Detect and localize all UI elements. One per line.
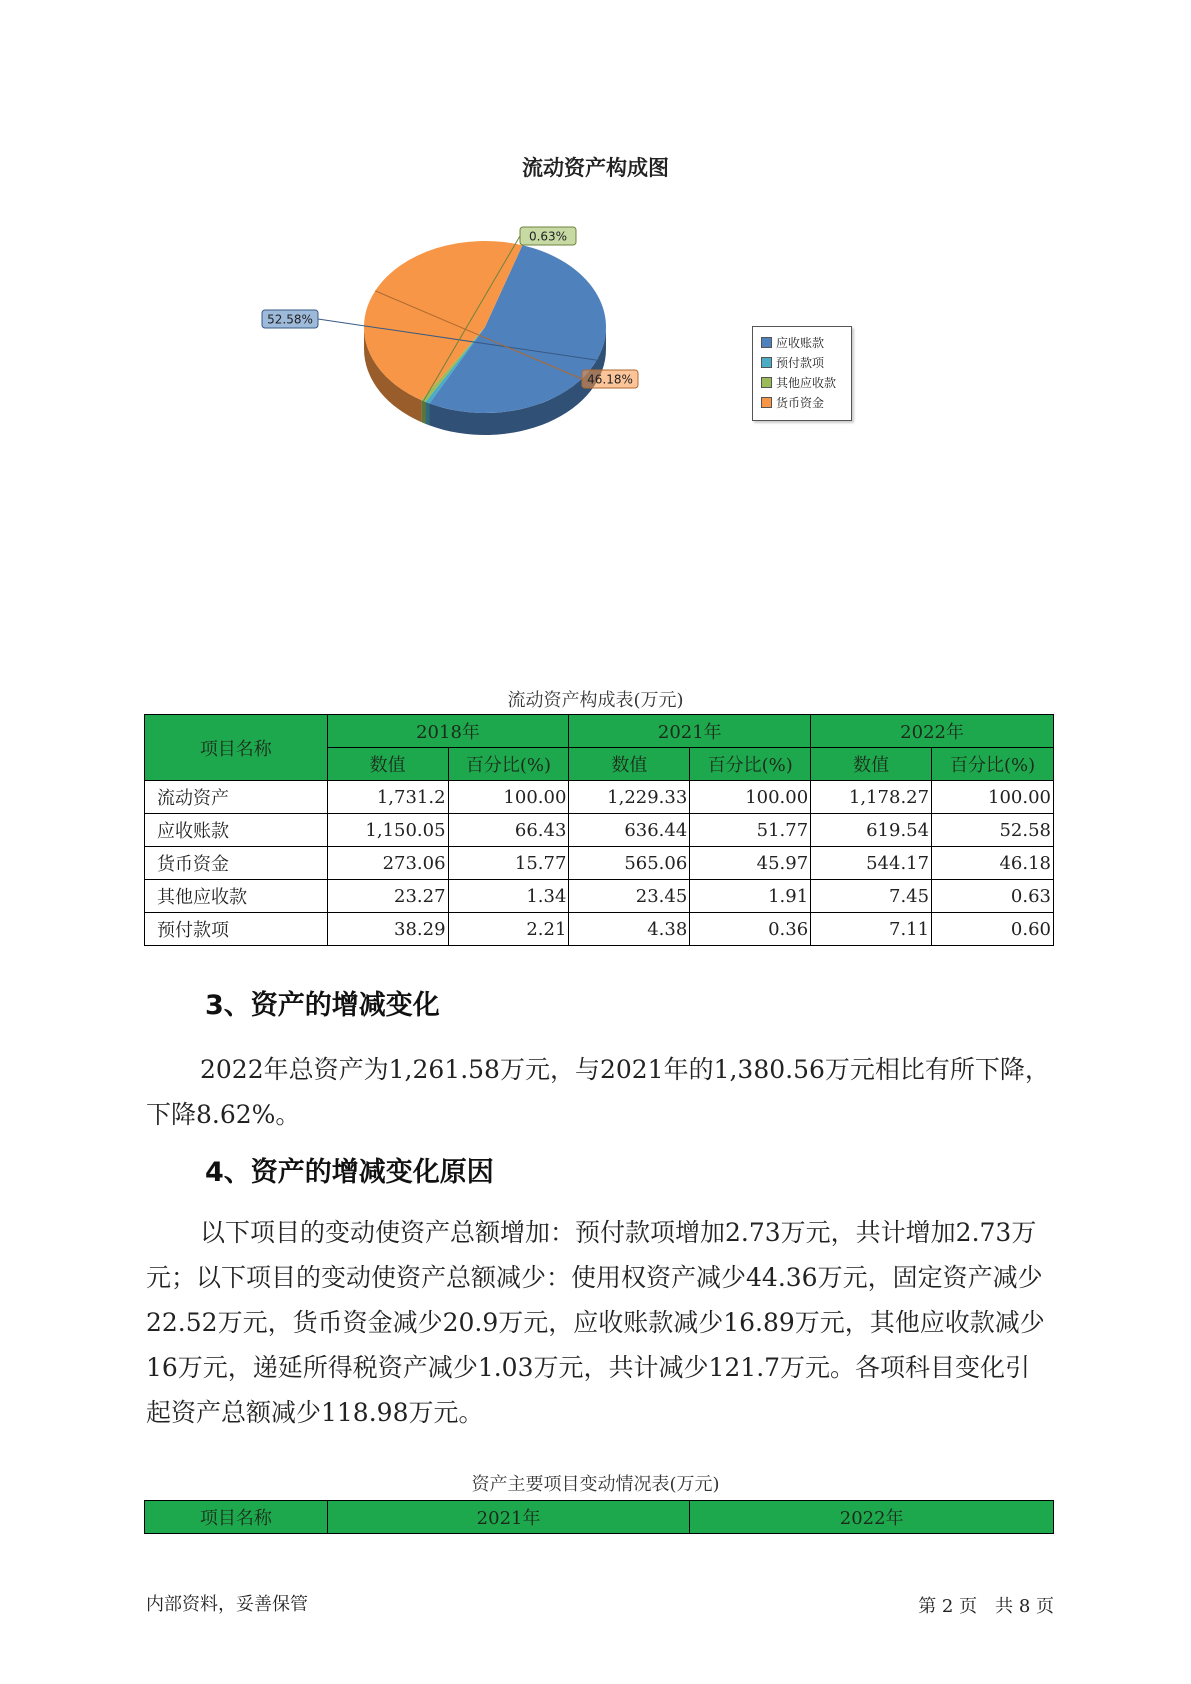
legend-item xyxy=(753,373,851,392)
table-row xyxy=(145,847,1054,880)
cell-value: 1,731.2 xyxy=(327,781,448,814)
header-percent: 百分比(%) xyxy=(448,748,569,781)
header-value: 数值 xyxy=(811,748,932,781)
cell-value: 1,229.33 xyxy=(569,781,690,814)
header-year: 2022年 xyxy=(811,715,1054,748)
cell-percent: 1.91 xyxy=(690,880,811,913)
header-year: 2022年 xyxy=(690,1501,1054,1534)
section4-paragraph: 以下项目的变动使资产总额增加：预付款项增加2.73万元，共计增加2.73万元；以下项目的变动使资产总额减少：使用权资产减少44.36万元，固定资产减少22.52万元，货币资金减少20.9万元，应收账款减少16.89万元，其他应收款减少16万元，递延所得税资产减少1.03万元，共计减少121.7万元。各项科目变化引起资产总额减少118.98万元。 xyxy=(146,1218,1045,1427)
legend-label: 预付款项 xyxy=(776,356,825,370)
table2-caption: 资产主要项目变动情况表(万元) xyxy=(471,1474,720,1495)
cell-percent: 100.00 xyxy=(448,781,569,814)
cell-value: 38.29 xyxy=(327,913,448,946)
legend-swatch xyxy=(761,337,772,348)
cell-percent: 0.36 xyxy=(690,913,811,946)
cell-value: 23.27 xyxy=(327,880,448,913)
row-name: 预付款项 xyxy=(145,913,328,946)
header-item-name: 项目名称 xyxy=(145,1501,328,1534)
legend-label: 其他应收款 xyxy=(776,376,837,390)
header-year: 2021年 xyxy=(569,715,811,748)
row-name: 货币资金 xyxy=(145,847,328,880)
asset-changes-table xyxy=(144,1500,1054,1534)
cell-value: 4.38 xyxy=(569,913,690,946)
chart-legend xyxy=(752,326,852,421)
legend-item xyxy=(753,353,851,372)
cell-value: 1,150.05 xyxy=(327,814,448,847)
footer-page-number: 第 2 页 共 8 页 xyxy=(918,1596,1054,1617)
header-value: 数值 xyxy=(569,748,690,781)
cell-value: 1,178.27 xyxy=(811,781,932,814)
legend-swatch xyxy=(761,357,772,368)
cell-percent: 0.60 xyxy=(932,913,1054,946)
cell-value: 619.54 xyxy=(811,814,932,847)
row-name: 流动资产 xyxy=(145,781,328,814)
chart-title: 流动资产构成图 xyxy=(522,156,669,180)
cell-value: 7.11 xyxy=(811,913,932,946)
cell-percent: 66.43 xyxy=(448,814,569,847)
header-percent: 百分比(%) xyxy=(690,748,811,781)
pie-chart xyxy=(0,0,1191,560)
cell-value: 544.17 xyxy=(811,847,932,880)
pie-slice-side xyxy=(425,402,429,426)
table-row xyxy=(145,880,1054,913)
pie-data-label: 0.63% xyxy=(528,229,568,244)
section3-paragraph: 2022年总资产为1,261.58万元，与2021年的1,380.56万元相比有所下降，下降8.62%。 xyxy=(146,1055,1050,1129)
footer-confidential: 内部资料，妥善保管 xyxy=(146,1594,308,1615)
pie-data-label: 52.58% xyxy=(267,312,313,327)
header-year: 2018年 xyxy=(327,715,569,748)
cell-percent: 46.18 xyxy=(932,847,1054,880)
header-value: 数值 xyxy=(327,748,448,781)
cell-percent: 0.63 xyxy=(932,880,1054,913)
cell-value: 23.45 xyxy=(569,880,690,913)
cell-percent: 15.77 xyxy=(448,847,569,880)
pie-slice-side xyxy=(421,400,425,424)
header-year: 2021年 xyxy=(327,1501,690,1534)
cell-percent: 100.00 xyxy=(932,781,1054,814)
cell-percent: 2.21 xyxy=(448,913,569,946)
table1-caption: 流动资产构成表(万元) xyxy=(507,690,684,711)
cell-percent: 52.58 xyxy=(932,814,1054,847)
cell-percent: 45.97 xyxy=(690,847,811,880)
header-item-name: 项目名称 xyxy=(145,715,328,781)
row-name: 应收账款 xyxy=(145,814,328,847)
table-row xyxy=(145,814,1054,847)
cell-value: 565.06 xyxy=(569,847,690,880)
cell-percent: 51.77 xyxy=(690,814,811,847)
section4-heading: 4、资产的增减变化原因 xyxy=(205,1157,494,1188)
cell-value: 7.45 xyxy=(811,880,932,913)
table-row xyxy=(145,781,1054,814)
legend-swatch xyxy=(761,397,772,408)
legend-label: 应收账款 xyxy=(776,336,825,350)
current-assets-table xyxy=(144,714,1054,946)
header-percent: 百分比(%) xyxy=(932,748,1054,781)
legend-item xyxy=(753,333,851,352)
pie-data-label: 46.18% xyxy=(587,372,633,387)
cell-value: 636.44 xyxy=(569,814,690,847)
cell-percent: 1.34 xyxy=(448,880,569,913)
cell-percent: 100.00 xyxy=(690,781,811,814)
legend-swatch xyxy=(761,377,772,388)
cell-value: 273.06 xyxy=(327,847,448,880)
table-row xyxy=(145,913,1054,946)
legend-item xyxy=(753,393,851,412)
legend-label: 货币资金 xyxy=(776,396,825,410)
row-name: 其他应收款 xyxy=(145,880,328,913)
section3-heading: 3、资产的增减变化 xyxy=(205,990,440,1021)
